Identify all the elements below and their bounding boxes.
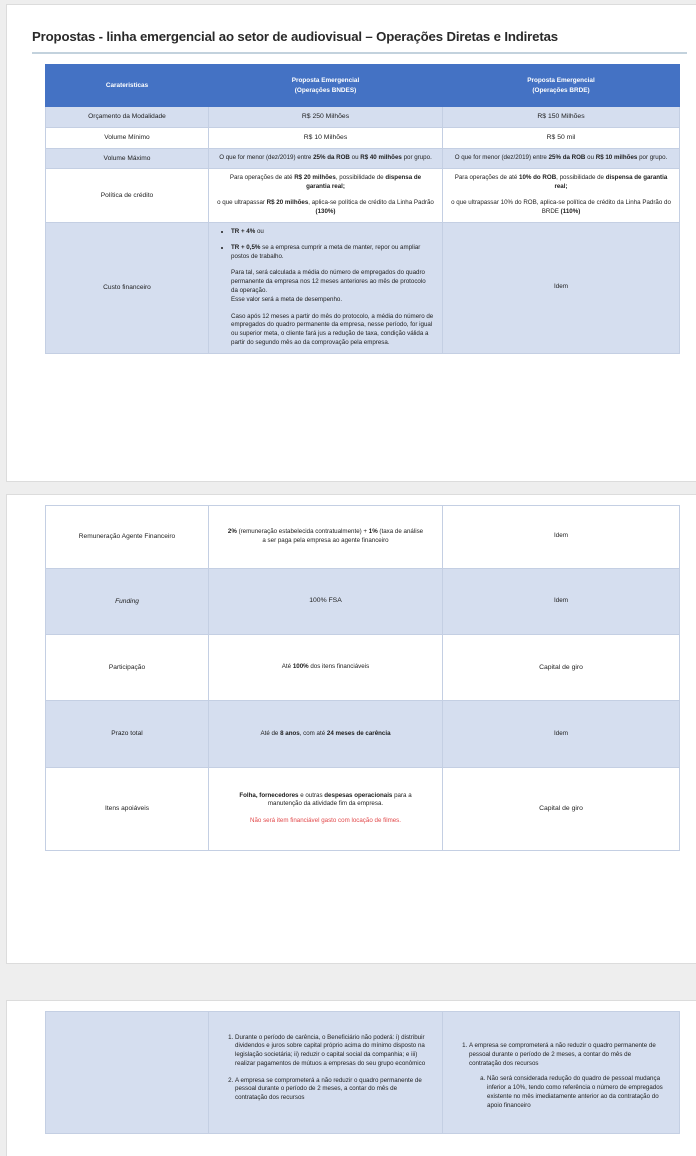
- row-label-volume-minimo: Volume Mínimo: [46, 127, 209, 148]
- text-fragment-bold: dispensa de garantia real;: [554, 173, 668, 190]
- table-header-row: [46, 65, 680, 107]
- cell-volume-minimo-bndes: R$ 10 Milhões: [209, 127, 443, 148]
- spacer-cell: [209, 1000, 443, 1012]
- cell-volume-maximo-brde: [443, 148, 680, 168]
- text-fragment-bold: dispensa de garantia real;: [306, 173, 422, 190]
- text-fragment-bold: R$ 10 milhões: [595, 153, 638, 161]
- note-locacao-filmes: Não será item financiável gasto com locação de filmes.: [250, 817, 401, 825]
- text-fragment: por grupo.: [637, 153, 668, 161]
- table-row-orcamento: [46, 107, 680, 128]
- row-label-prazo-total: Prazo total: [46, 701, 209, 767]
- text-fragment-bold: R$ 20 milhões: [266, 199, 309, 207]
- cell-volume-maximo-bndes: [209, 148, 443, 168]
- text-fragment-bold: R$ 40 milhões: [360, 153, 402, 161]
- spacer: [217, 191, 434, 199]
- text-fragment: o que ultrapassar: [217, 199, 267, 207]
- text-fragment: O que for menor (dez/2019) entre: [219, 153, 314, 161]
- text-fragment-bold: 100%: [292, 663, 309, 671]
- spacer-cell: [46, 494, 209, 506]
- spacer-cell: [443, 494, 680, 506]
- header-cell-bndes: [209, 65, 443, 107]
- table-row-condicoes: [46, 1012, 680, 1134]
- cell-remuneracao-bndes: [209, 506, 443, 569]
- table-row-remuneracao: [46, 506, 680, 569]
- text-fragment-bold: 25% da ROB: [548, 153, 586, 161]
- text-fragment: Até de: [260, 729, 281, 737]
- text-fragment-bold: (110%): [560, 208, 581, 216]
- cell-condicoes-bndes: [209, 1012, 443, 1134]
- text-fragment: O que for menor (dez/2019) entre: [454, 153, 549, 161]
- cell-orcamento-brde: R$ 150 Milhões: [443, 107, 680, 128]
- row-label-custo-financeiro: Custo financeiro: [46, 223, 209, 354]
- cell-politica-credito-brde: [443, 168, 680, 222]
- text-fragment-bold: R$ 20 milhões: [294, 173, 336, 181]
- text-fragment-bold: Folha, fornecedores: [239, 791, 299, 799]
- row-label-politica-credito: Política de crédito: [46, 168, 209, 222]
- text-fragment-bold: 25% da ROB: [313, 153, 350, 161]
- text-fragment-bold: 10% do ROB: [519, 173, 557, 181]
- cell-funding-bndes: 100% FSA: [209, 568, 443, 634]
- text-fragment: e outras: [298, 791, 325, 799]
- text-fragment: Para operações de até: [454, 173, 520, 181]
- cell-custo-financeiro-brde: Idem: [443, 223, 680, 354]
- paragraph-meta-calculo: Para tal, será calculada a média do número de empregados do quadro permanente da empresa nos 12 meses anteriores ao mês de protocolo da operação.: [231, 269, 426, 295]
- text-fragment-bold: (130%): [315, 208, 336, 216]
- spacer-cell: [443, 1000, 680, 1012]
- header-cell-characteristics: [46, 65, 209, 107]
- text-fragment-bold: TR + 0,5%: [231, 243, 261, 251]
- cell-custo-financeiro-bndes: [209, 223, 443, 354]
- text-fragment: , possibilidade de: [556, 173, 606, 181]
- list-item: a. Não será considerada redução do quadro de pessoal mudança inferior a 10%, tendo como referência o número de empregados existente no mês imediatamente anterior ao da contratação do apoio financeiro: [487, 1075, 663, 1110]
- proposal-table-page-3: [45, 1000, 680, 1134]
- document-page-1: [6, 4, 696, 482]
- page-title: Propostas - linha emergencial ao setor de audiovisual – Operações Diretas e Indiretas: [32, 29, 558, 44]
- table-row-itens-apoiaveis: [46, 767, 680, 850]
- numbered-list-bndes: [219, 1034, 426, 1104]
- paragraph-reducao-taxa: Caso após 12 meses a partir do mês do protocolo, a média do número de empregados do quadro permanente da empresa, nesse período, for igual ou superior meta, o cliente fará jus a redução de taxa, condição válida a partir do segundo mês ao da comprovação pela empresa.: [231, 312, 434, 347]
- text-fragment-bold: 1%: [368, 528, 378, 535]
- cell-volume-minimo-brde: R$ 50 mil: [443, 127, 680, 148]
- spacer-cell: [209, 494, 443, 506]
- proposal-table-page-1: [45, 64, 680, 354]
- document-page-3: [6, 1000, 696, 1156]
- text-fragment: ou: [255, 228, 264, 236]
- table-row-spacer-top: [46, 494, 680, 506]
- cell-condicoes-brde: [443, 1012, 680, 1134]
- text-fragment: , com até: [299, 729, 327, 737]
- text-fragment: , possibilidade de: [335, 173, 386, 181]
- text-fragment: Até: [281, 663, 293, 671]
- table-row-participacao: [46, 634, 680, 700]
- cell-itens-apoiaveis-bndes: [209, 767, 443, 850]
- text-fragment: ou: [585, 153, 596, 161]
- numbered-list-brde: [453, 1042, 663, 1111]
- text-fragment: ou: [349, 153, 361, 161]
- list-item: [231, 244, 434, 348]
- text-fragment: Para operações de até: [229, 173, 295, 181]
- proposal-table-page-2: [45, 494, 680, 851]
- text-fragment-bold: despesas operacionais: [324, 791, 393, 799]
- text-fragment: por grupo.: [401, 153, 432, 161]
- list-item: [231, 228, 434, 237]
- row-label-participacao: Participação: [46, 634, 209, 700]
- table-row-funding: [46, 568, 680, 634]
- row-label-itens-apoiaveis: Itens apoiáveis: [46, 767, 209, 850]
- cell-orcamento-bndes: R$ 250 Milhões: [209, 107, 443, 128]
- table-row-politica-credito: [46, 168, 680, 222]
- text-fragment: o que ultrapassar 10% do ROB, aplica-se política de crédito da Linha Padrão do BRDE: [451, 199, 671, 216]
- alpha-sublist-brde: [469, 1075, 663, 1110]
- header-label-brde-line2: (Operações BRDE): [532, 86, 590, 94]
- cell-remuneracao-brde: Idem: [443, 506, 680, 569]
- table-row-custo-financeiro: [46, 223, 680, 354]
- cell-funding-brde: Idem: [443, 568, 680, 634]
- text-fragment: dos itens financiáveis: [308, 663, 370, 671]
- header-label-brde-line1: Proposta Emergencial: [527, 77, 595, 84]
- header-cell-brde: [443, 65, 680, 107]
- spacer-cell: [46, 1000, 209, 1012]
- table-row-spacer-top: [46, 1000, 680, 1012]
- bullet-list: [217, 228, 434, 348]
- row-label-volume-maximo: Volume Máximo: [46, 148, 209, 168]
- text-fragment: , aplica-se política de crédito da Linha Padrão: [308, 199, 434, 207]
- text-fragment: (remuneração estabelecida contratualmente) +: [236, 528, 369, 535]
- text-fragment: se a empresa cumprir a meta de manter, repor ou ampliar postos de trabalho.: [231, 243, 421, 260]
- cell-participacao-brde: Capital de giro: [443, 634, 680, 700]
- list-item: 2. A empresa se comprometerá a não reduzir o quadro permanente de pessoal durante o período de 2 meses, a contar do mês de contratação dos recursos: [235, 1077, 426, 1103]
- text-fragment-bold: 2%: [227, 528, 237, 535]
- row-label-condicoes: [46, 1012, 209, 1134]
- table-row-volume-maximo: [46, 148, 680, 168]
- document-page-2: [6, 494, 696, 964]
- list-item: 1. Durante o período de carência, o Beneficiário não poderá: i) distribuir dividendos e juros sobre capital próprio acima do mínimo disposto na legislação societária; ii) reduzir o capital social da companhia; e iii) realizar pagamentos de mútuos a empresas do seu grupo econômico: [235, 1034, 426, 1069]
- text-fragment-bold: 24 meses de carência: [326, 729, 391, 737]
- text-fragment-bold: 8 anos: [280, 729, 300, 737]
- row-label-orcamento: Orçamento da Modalidade: [46, 107, 209, 128]
- list-item-text: A empresa se comprometerá a não reduzir o quadro permanente de pessoal durante o período de 2 meses, a contar do mês de contratação dos recursos: [469, 1042, 656, 1067]
- cell-politica-credito-bndes: [209, 168, 443, 222]
- table-row-prazo-total: [46, 701, 680, 767]
- title-divider: [32, 52, 687, 54]
- cell-itens-apoiaveis-brde: Capital de giro: [443, 767, 680, 850]
- cell-prazo-total-bndes: [209, 701, 443, 767]
- spacer: [223, 809, 428, 817]
- header-label-characteristics: Carateristicas: [105, 81, 149, 89]
- paragraph-meta-desempenho: Esse valor será a meta de desempenho.: [231, 295, 343, 303]
- cell-participacao-bndes: [209, 634, 443, 700]
- text-fragment: (taxa de análise a ser paga pela empresa ao agente financeiro: [262, 528, 424, 544]
- list-item: [469, 1042, 663, 1111]
- cell-prazo-total-brde: Idem: [443, 701, 680, 767]
- text-fragment-bold: TR + 4%: [231, 228, 256, 236]
- header-label-bndes-line2: (Operações BNDES): [294, 86, 357, 94]
- header-label-bndes-line1: Proposta Emergencial: [291, 77, 360, 84]
- table-row-volume-minimo: [46, 127, 680, 148]
- row-label-funding: Funding: [46, 568, 209, 634]
- text-fragment: para a manutenção da atividade fim da empresa.: [267, 791, 412, 808]
- spacer: [451, 191, 671, 199]
- row-label-remuneracao: Remuneração Agente Financeiro: [46, 506, 209, 569]
